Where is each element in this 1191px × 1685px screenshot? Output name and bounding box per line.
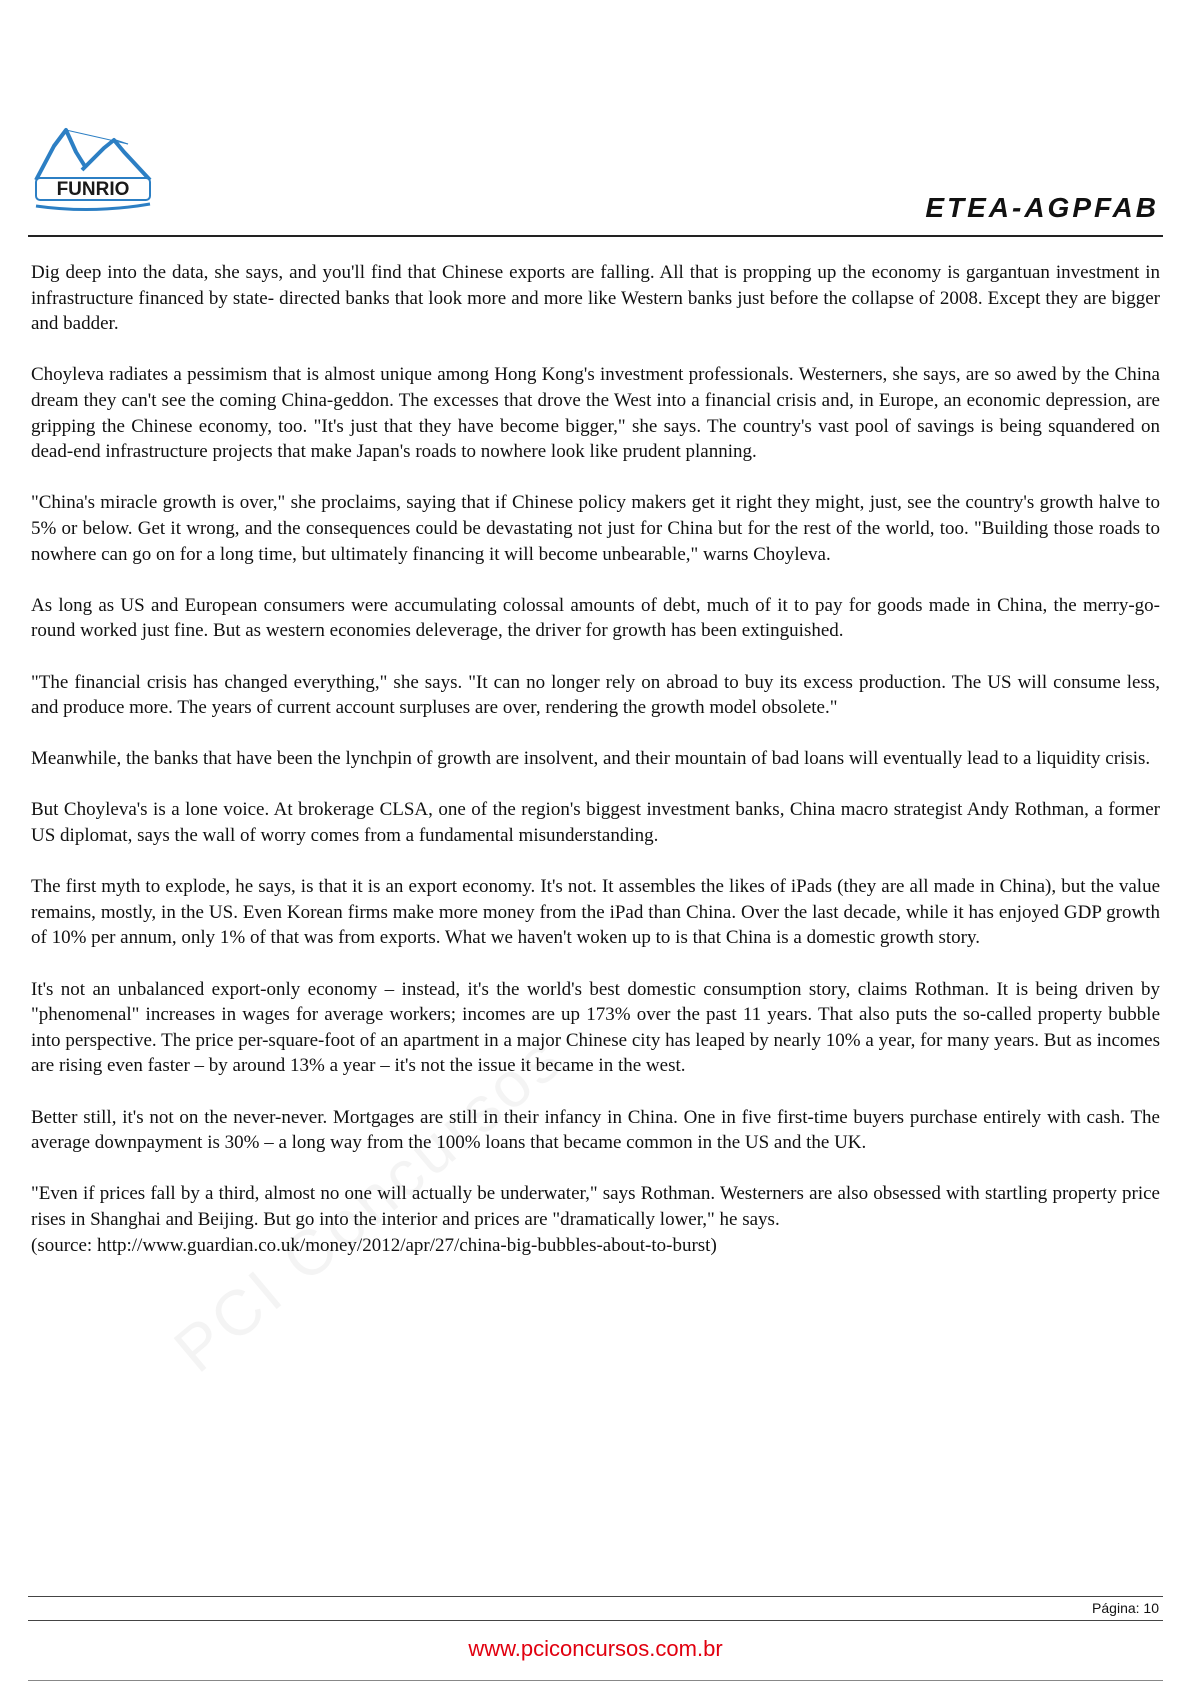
mountain-logo-icon bbox=[32, 118, 158, 218]
header-divider bbox=[28, 235, 1163, 237]
footer-divider-bottom bbox=[28, 1680, 1163, 1681]
last-paragraph-text: "Even if prices fall by a third, almost no one will actually be underwater," says Rothman. Westerners are also obsessed with startling property price rises in Shanghai and Beijing. But go into the interior and prices are "dramatically lower," he says. bbox=[31, 1183, 1160, 1230]
article-paragraph: As long as US and European consumers were accumulating colossal amounts of debt, much of it to pay for goods made in China, the merry-go-round worked just fine. But as western economies deleverage, the driver for growth has been extinguished. bbox=[31, 594, 1160, 642]
funrio-logo bbox=[32, 118, 158, 218]
page-number: Página: 10 bbox=[1092, 1600, 1159, 1616]
article-paragraph bbox=[31, 1181, 1160, 1258]
footer-divider-middle bbox=[28, 1620, 1163, 1621]
article-paragraph: It's not an unbalanced export-only economy – instead, it's the world's best domestic consumption story, claims Rothman. It is being driven by "phenomenal" increases in wages for average workers; incomes are up 173% over the past 11 years. That also puts the so-called property bubble into perspective. The price per-square-foot of an apartment in a major Chinese city has leaped by nearly 10% a year, for many years. But as incomes are rising even faster – by around 13% a year – it's not the issue it became in the west. bbox=[31, 978, 1160, 1077]
article-paragraph: But Choyleva's is a lone voice. At brokerage CLSA, one of the region's biggest investment banks, China macro strategist Andy Rothman, a former US diplomat, says the wall of worry comes from a fundamental misunderstanding. bbox=[31, 799, 1160, 847]
footer-divider-top bbox=[28, 1596, 1163, 1597]
article-paragraph: "China's miracle growth is over," she proclaims, saying that if Chinese policy makers get it right they might, just, see the country's growth halve to 5% or below. Get it wrong, and the consequences could be devastating not just for China but for the rest of the world, too. "Building those roads to nowhere can go on for a long time, but ultimately financing it will become unbearable," warns Choyleva. bbox=[31, 492, 1160, 565]
article-paragraph: Better still, it's not on the never-never. Mortgages are still in their infancy in China. One in five first-time buyers purchase entirely with cash. The average downpayment is 30% – a long way from the 100% loans that became common in the US and the UK. bbox=[31, 1106, 1160, 1154]
article-paragraph: Meanwhile, the banks that have been the lynchpin of growth are insolvent, and their mountain of bad loans will eventually lead to a liquidity crisis. bbox=[31, 748, 1151, 770]
article-paragraph: Choyleva radiates a pessimism that is almost unique among Hong Kong's investment professionals. Westerners, she says, are so awed by the China dream they can't see the coming China-geddon. The excesses that drove the West into a financial crisis and, in Europe, an economic depression, are gripping the Chinese economy, too. "It's just that they have become bigger," she says. The country's vast pool of savings is being squandered on dead-end infrastructure projects that make Japan's roads to nowhere look like prudent planning. bbox=[31, 364, 1160, 463]
exam-code: ETEA-AGPFAB bbox=[925, 192, 1159, 223]
article-source: (source: http://www.guardian.co.uk/money/2012/apr/27/china-big-bubbles-about-to-burst) bbox=[31, 1234, 717, 1256]
article-paragraph: "The financial crisis has changed everything," she says. "It can no longer rely on abroad to buy its excess production. The US will consume less, and produce more. The years of current account surpluses are over, rendering the growth model obsolete." bbox=[31, 671, 1160, 719]
article-body bbox=[31, 260, 1160, 1258]
site-url-link[interactable]: www.pciconcursos.com.br bbox=[468, 1636, 723, 1661]
article-paragraph: The first myth to explode, he says, is that it is an export economy. It's not. It assembles the likes of iPads (they are all made in China), but the value remains, mostly, in the US. Even Korean firms make more money from the iPad than China. Over the last decade, while it has enjoyed GDP growth of 10% per annum, only 1% of that was from exports. What we haven't woken up to is that China is a domestic growth story. bbox=[31, 876, 1160, 949]
article-paragraph: Dig deep into the data, she says, and you'll find that Chinese exports are falling. All that is propping up the economy is gargantuan investment in infrastructure financed by state- directed banks that look more and more like Western banks just before the collapse of 2008. Except they are bigger and badder. bbox=[31, 262, 1160, 335]
logo-text: FUNRIO bbox=[56, 179, 130, 200]
